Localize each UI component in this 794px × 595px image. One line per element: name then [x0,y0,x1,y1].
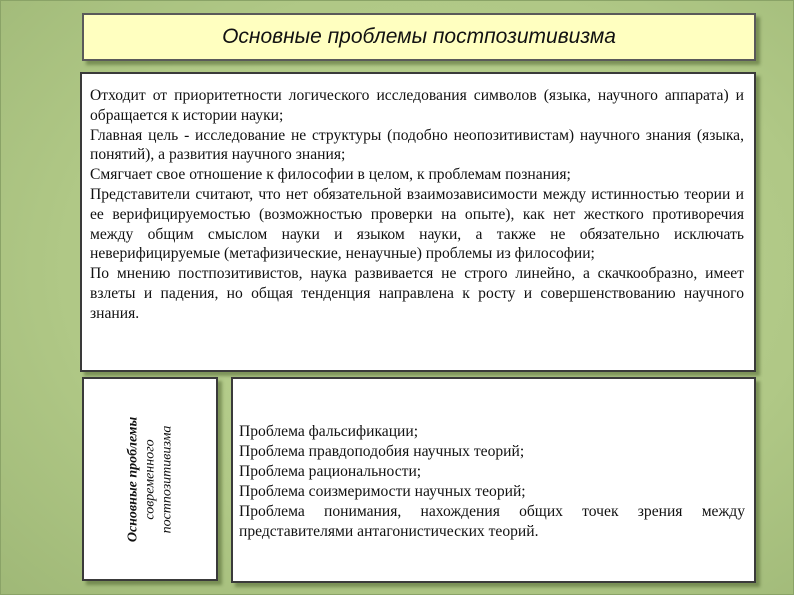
list-item: Проблема фальсификации; [239,423,419,440]
main-paragraph: Главная цель - исследование не структуры (подобно неопозитивистам) научного знания (языка, понятий), а развития научного знания; [90,126,744,164]
main-paragraph: Смягчает свое отношение к философии в целом, к проблемам познания; [90,166,571,184]
title-box [82,13,756,61]
list-item: Проблема соизмеримости научных теорий; [239,483,526,500]
side-label-line: современного [142,438,158,520]
list-item: Проблема понимания, нахождения общих точек зрения между представителями антагонистических теорий. [239,503,745,540]
side-label-line: Основные проблемы [125,416,141,542]
problems-list-box [231,377,756,583]
main-text [90,86,744,324]
side-label-wrap [84,379,216,579]
list-item: Проблема рациональности; [239,463,422,480]
main-paragraph: Отходит от приоритетности логического исследования символов (языка, научного аппарата) и обращается к истории науки; [90,87,744,124]
main-text-box [80,72,756,372]
main-paragraph: Представители считают, что нет обязательной взаимозависимости между истинностью теории и ее верифицируемостью (возможностью проверки на опыте), как нет жесткого противоречия между общим смыслом науки и языком науки, а также не обязательно исключать неверифицируемые (метафизические, ненаучные) проблемы из философии; [90,185,744,263]
side-label-box [82,377,218,581]
side-label [125,413,176,545]
page-title: Основные проблемы постпозитивизма [222,25,616,48]
list-item: Проблема правдоподобия научных теорий; [239,443,525,460]
main-paragraph: По мнению постпозитивистов, наука развивается не строго линейно, а скачкообразно, имеет взлеты и падения, но общая тенденция направлена к росту и совершенствованию научного знания. [90,265,744,322]
side-label-line: постпозитивизма [159,425,175,533]
problems-list [239,422,745,542]
